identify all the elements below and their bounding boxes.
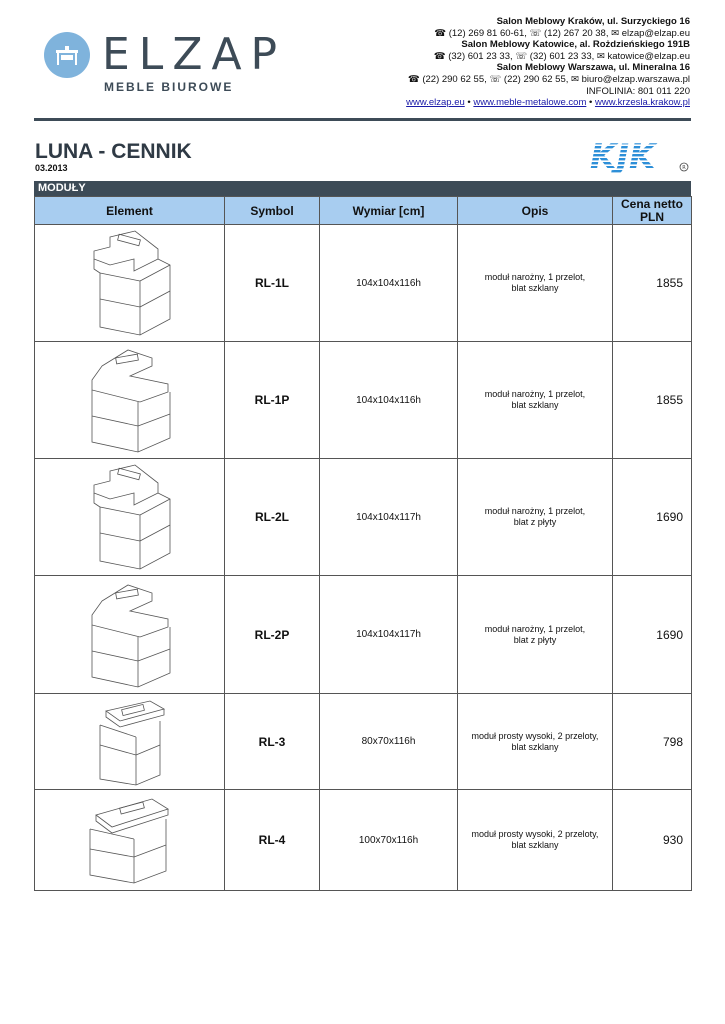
price-cell: 1855 xyxy=(613,342,692,459)
description-cell: moduł narożny, 1 przelot, blat z płyty xyxy=(458,576,613,694)
salon-katowice: Salon Meblowy Katowice, al. Rożdzieńskiego 191B xyxy=(461,39,690,51)
salon-krakow: Salon Meblowy Kraków, ul. Surzyckiego 16 xyxy=(496,16,690,27)
description-cell: moduł narożny, 1 przelot, blat szklany xyxy=(458,225,613,342)
table-row xyxy=(35,694,692,790)
price-table xyxy=(34,196,692,891)
logo-tagline: MEBLE BIUROWE xyxy=(104,80,234,94)
col-element: Element xyxy=(35,197,225,225)
contact-katowice: ☎ (32) 601 23 33, ☏ (32) 601 23 33, ✉ katowice@elzap.eu xyxy=(433,50,690,62)
symbol-cell: RL-4 xyxy=(225,790,320,891)
symbol-cell: RL-3 xyxy=(225,694,320,790)
contact-warszawa: ☎ (22) 290 62 55, ☏ (22) 290 62 55, ✉ biuro@elzap.warszawa.pl xyxy=(407,73,690,85)
table-row xyxy=(35,790,692,891)
price-cell: 930 xyxy=(613,790,692,891)
price-cell: 1690 xyxy=(613,576,692,694)
website-links xyxy=(406,97,690,109)
price-cell: 1690 xyxy=(613,459,692,576)
price-cell: 1855 xyxy=(613,225,692,342)
product-drawing-icon xyxy=(35,790,225,891)
col-description: Opis xyxy=(458,197,613,225)
document-date: 03.2013 xyxy=(35,163,68,173)
dimensions-cell: 104x104x116h xyxy=(320,225,458,342)
description-cell: moduł narożny, 1 przelot, blat z płyty xyxy=(458,459,613,576)
product-drawing-icon xyxy=(35,342,225,459)
logo-desk-icon xyxy=(44,32,90,78)
symbol-cell: RL-2L xyxy=(225,459,320,576)
kjk-logo xyxy=(588,138,690,174)
dimensions-cell: 100x70x116h xyxy=(320,790,458,891)
contact-krakow: ☎ (12) 269 81 60-61, ☏ (12) 267 20 38, ✉ elzap@elzap.eu xyxy=(434,27,690,39)
dimensions-cell: 104x104x117h xyxy=(320,576,458,694)
symbol-cell: RL-1P xyxy=(225,342,320,459)
elzap-logo xyxy=(44,29,287,98)
link-separator: • xyxy=(464,97,474,109)
link-meble-metalowe[interactable]: www.meble-metalowe.com xyxy=(473,97,587,109)
table-row xyxy=(35,459,692,576)
description-cell: moduł narożny, 1 przelot, blat szklany xyxy=(458,342,613,459)
link-separator: • xyxy=(586,97,595,109)
table-row xyxy=(35,342,692,459)
description-cell: moduł prosty wysoki, 2 przeloty, blat szklany xyxy=(458,694,613,790)
dimensions-cell: 80x70x116h xyxy=(320,694,458,790)
logo-wordmark: ELZAP xyxy=(102,29,287,80)
product-drawing-icon xyxy=(35,694,225,790)
product-drawing-icon xyxy=(35,576,225,694)
dimensions-cell: 104x104x116h xyxy=(320,342,458,459)
salon-warszawa: Salon Meblowy Warszawa, ul. Mineralna 16 xyxy=(496,62,690,74)
link-elzap[interactable]: www.elzap.eu xyxy=(406,97,465,109)
hotline: INFOLINIA: 801 011 220 xyxy=(586,85,690,97)
link-krzesla[interactable]: www.krzesla.krakow.pl xyxy=(594,97,690,109)
product-drawing-icon xyxy=(35,459,225,576)
description-cell: moduł prosty wysoki, 2 przeloty, blat szklany xyxy=(458,790,613,891)
symbol-cell: RL-2P xyxy=(225,576,320,694)
col-price: Cena netto PLN xyxy=(613,197,692,225)
col-dimensions: Wymiar [cm] xyxy=(320,197,458,225)
dimensions-cell: 104x104x117h xyxy=(320,459,458,576)
page-title: LUNA - CENNIK xyxy=(35,140,192,163)
table-header-row xyxy=(35,197,692,225)
table-row xyxy=(35,225,692,342)
kjk-logo-text: KJK xyxy=(590,138,656,174)
product-drawing-icon xyxy=(35,225,225,342)
col-symbol: Symbol xyxy=(225,197,320,225)
svg-text:R: R xyxy=(682,165,686,171)
section-header: MODUŁY xyxy=(34,181,691,196)
price-cell: 798 xyxy=(613,694,692,790)
contact-block xyxy=(406,16,690,109)
header-rule xyxy=(34,118,691,121)
symbol-cell: RL-1L xyxy=(225,225,320,342)
table-row xyxy=(35,576,692,694)
